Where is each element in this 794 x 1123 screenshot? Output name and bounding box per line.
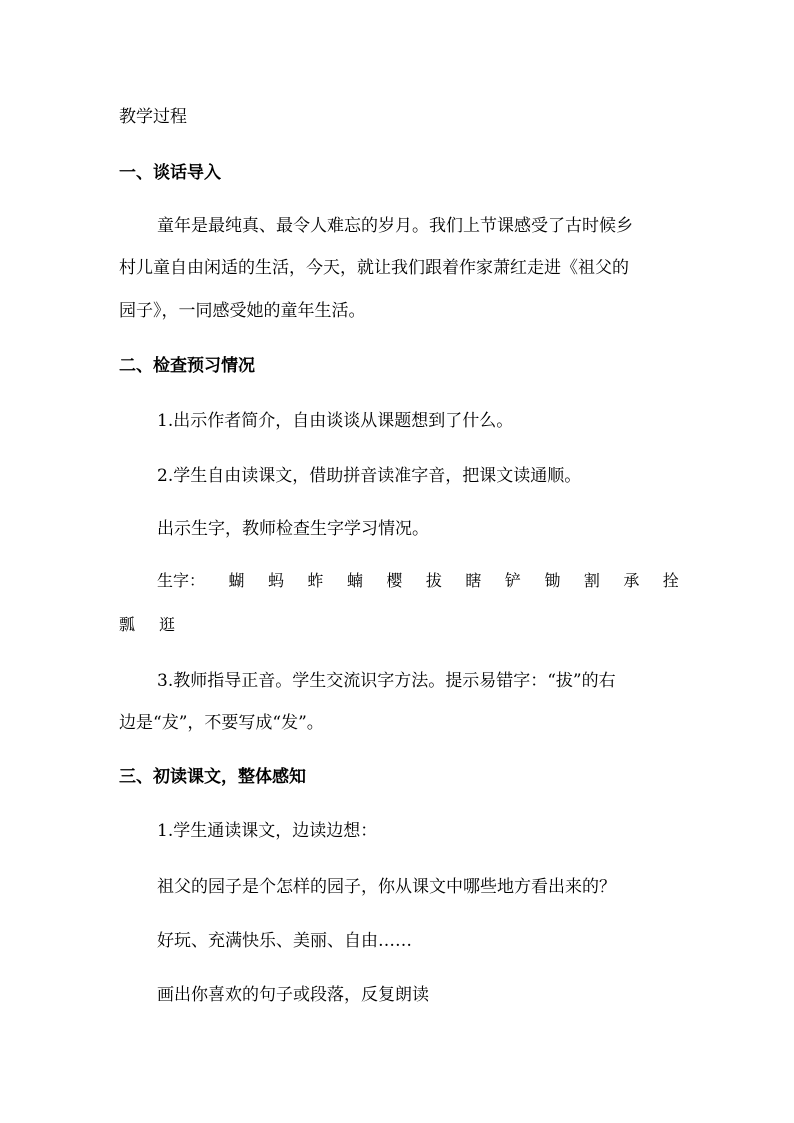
section2-item3-line2: 边是“犮”，不要写成“发”。 bbox=[119, 713, 324, 733]
section3-answer: 好玩、充满快乐、美丽、自由…… bbox=[157, 931, 412, 951]
new-character: 蝴 bbox=[228, 571, 245, 590]
section2-item1: 1.出示作者简介，自由谈谈从课题想到了什么。 bbox=[157, 411, 514, 431]
new-character: 蚂 bbox=[267, 571, 284, 590]
section1-para-line2: 村儿童自由闲适的生活，今天，就让我们跟着作家萧红走进《祖父的 bbox=[119, 258, 629, 278]
section1-para-line3: 园子》，一同感受她的童年生活。 bbox=[119, 301, 366, 321]
new-character: 拔 bbox=[425, 571, 442, 590]
section3-task: 画出你喜欢的句子或段落，反复朗读 bbox=[157, 985, 429, 1005]
new-character: 承 bbox=[623, 571, 640, 590]
section2-item2-sub: 出示生字，教师检查生字学习情况。 bbox=[157, 519, 429, 539]
section2-item3-line1: 3.教师指导正音。学生交流识字方法。提示易错字：“拔”的右 bbox=[157, 671, 616, 691]
new-character: 樱 bbox=[386, 571, 403, 590]
section2-item2: 2.学生自由读课文，借助拼音读准字音，把课文读通顺。 bbox=[157, 466, 582, 486]
section2-heading: 二、检查预习情况 bbox=[119, 356, 255, 376]
new-character: 铲 bbox=[504, 571, 521, 590]
new-characters-row2 bbox=[119, 614, 175, 636]
new-character: 逛 bbox=[159, 615, 176, 634]
new-character: 拴 bbox=[662, 571, 679, 590]
section1-para-line1: 童年是最纯真、最令人难忘的岁月。我们上节课感受了古时候乡 bbox=[157, 216, 633, 236]
new-character: 瓢 bbox=[119, 615, 136, 634]
new-character: 瞎 bbox=[465, 571, 482, 590]
new-character: 割 bbox=[583, 571, 600, 590]
section3-question: 祖父的园子是个怎样的园子，你从课文中哪些地方看出来的？ bbox=[157, 877, 616, 897]
new-characters-row1 bbox=[157, 570, 679, 592]
new-character: 锄 bbox=[544, 571, 561, 590]
section1-heading: 一、谈话导入 bbox=[119, 163, 221, 183]
new-character: 蚱 bbox=[307, 571, 324, 590]
section3-item1: 1.学生通读课文，边读边想： bbox=[157, 821, 378, 841]
page-title: 教学过程 bbox=[119, 107, 187, 127]
section3-heading: 三、初读课文，整体感知 bbox=[119, 767, 306, 787]
new-characters-label: 生字： bbox=[157, 571, 206, 590]
new-character: 蝻 bbox=[346, 571, 363, 590]
